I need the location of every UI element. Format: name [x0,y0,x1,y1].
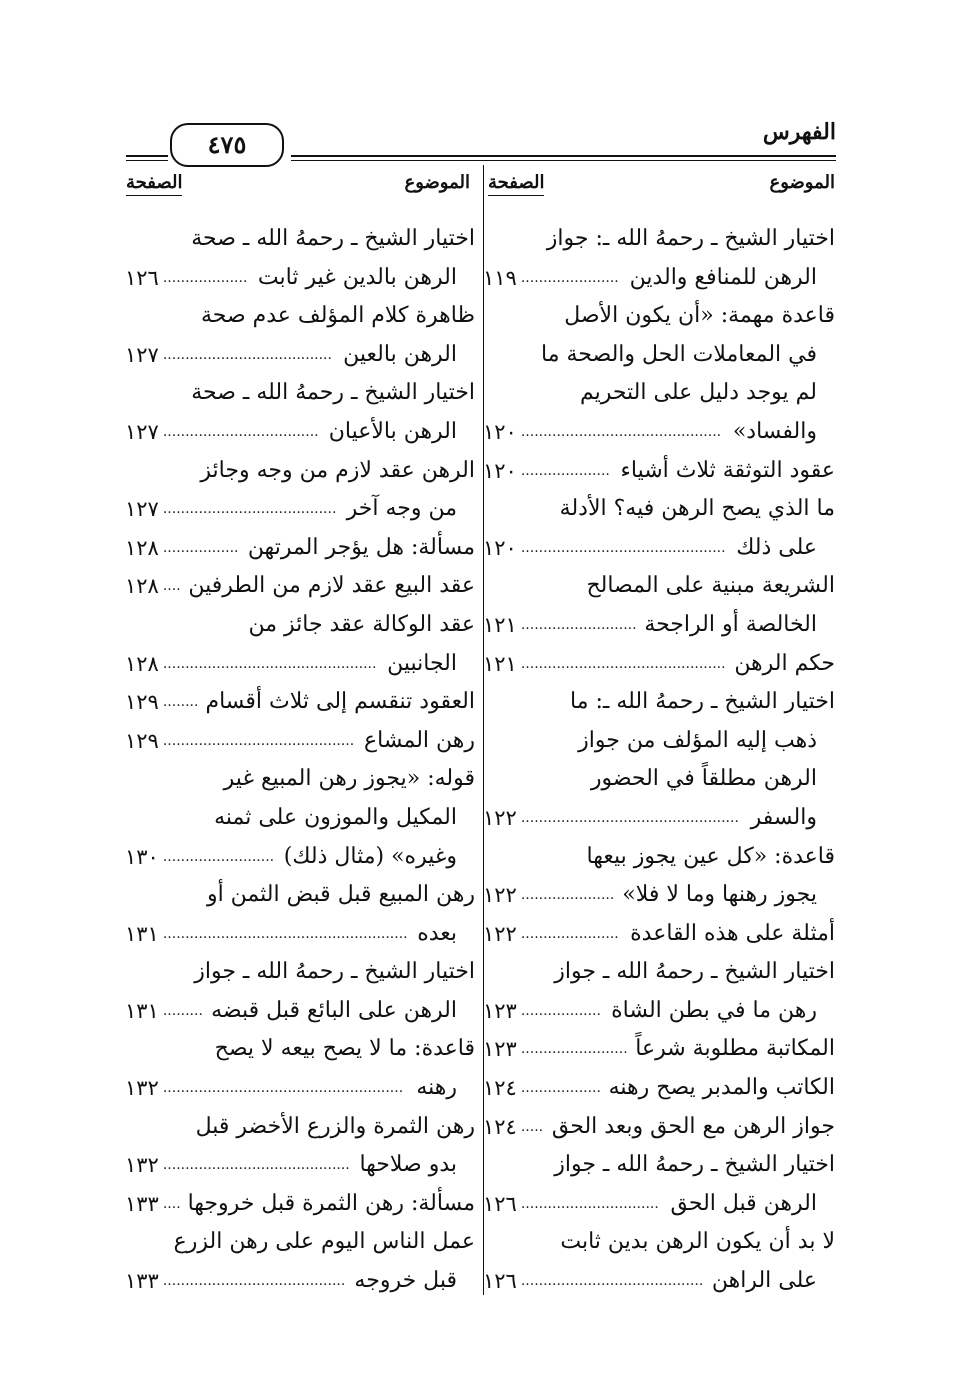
index-entry [125,413,475,452]
index-entry [483,722,835,761]
dot-leader: ......................................... [162,1273,346,1290]
index-entry [483,1030,835,1069]
entry-page-number: ١٢١ [483,651,517,676]
index-entry [125,374,475,413]
entry-page-number: ١٣٣ [125,1269,159,1294]
entry-page-number: ١٢٤ [483,1114,517,1139]
entry-page-number: ١٣١ [125,998,159,1023]
index-entry [483,876,835,915]
index-entry [483,992,835,1031]
index-entry [125,683,475,722]
entry-page-number: ١٢٢ [483,805,517,830]
entry-topic: مسألة: هل يؤجر المرتهن [247,534,475,560]
right-index-column [483,220,835,1301]
entry-topic: قاعدة مهمة: «أن يكون الأصل [564,303,835,329]
entry-topic: اختيار الشيخ ـ رحمهُ الله ـ صحة [191,226,475,251]
entry-topic: من وجه آخر [346,496,457,522]
header-rule-thin [291,160,836,161]
index-entry [125,1108,475,1147]
header-rule-left-thin [126,160,168,161]
index-title: الفهرس [762,119,836,145]
entry-topic: اختيار الشيخ ـ رحمهُ الله ـ: ما [570,689,835,715]
entry-topic: اختيار الشيخ ـ رحمهُ الله ـ: جواز [546,226,835,251]
entry-topic: الجانبين [387,650,457,676]
dot-leader: ................... [162,269,248,286]
entry-page-number: ١٢٣ [483,1037,517,1062]
index-entry [483,915,835,954]
entry-topic: المكيل والموزون على ثمنه [214,804,457,830]
entry-page-number: ١٣٢ [125,1153,159,1178]
dot-leader: ................................... [162,423,319,440]
dot-leader: .... [162,1195,181,1212]
entry-topic: العقود تنقسم إلى ثلاث أقسام [205,689,475,715]
index-entry [125,838,475,877]
dot-leader: ................................................ [162,655,377,672]
index-entry [125,1146,475,1185]
index-entry [125,799,475,838]
entry-page-number: ١٣٢ [125,1076,159,1101]
entry-page-number: ١٣٣ [125,1191,159,1216]
entry-topic: ذهب إليه المؤلف من جواز [578,727,817,753]
entry-topic: في المعاملات الحل والصحة ما [541,341,817,367]
index-entry [483,220,835,259]
index-entry [125,529,475,568]
entry-page-number: ١٢٢ [483,883,517,908]
entry-topic: الخالصة أو الراجحة [644,611,817,637]
index-entry [483,374,835,413]
entry-page-number: ١٢٠ [483,535,517,560]
entry-topic: يجوز رهنها وما لا فلا» [622,882,817,908]
dot-leader: ........ [162,694,199,711]
entry-topic: الرهن مطلقاً في الحضور [590,766,817,792]
entry-page-number: ١٣١ [125,921,159,946]
index-entry [125,953,475,992]
index-entry [125,220,475,259]
right-page-header: الصفحة [488,172,544,196]
index-entry [483,490,835,529]
entry-topic: جواز الرهن مع الحق وبعد الحق [551,1113,835,1139]
dot-leader: ........................................... [162,732,355,749]
index-entry [483,1223,835,1262]
entry-page-number: ١٢٤ [483,1076,517,1101]
entry-page-number: ١٢٠ [483,419,517,444]
left-index-column [125,220,475,1301]
dot-leader: ..... [520,1118,544,1135]
entry-page-number: ١٢٩ [125,690,159,715]
entry-topic: عقد الوكالة عقد جائز من [248,611,475,637]
entry-topic: رهنه [416,1075,457,1101]
index-entry [483,413,835,452]
index-entry [483,529,835,568]
index-entry [125,606,475,645]
entry-topic: الرهن على البائع قبل قبضه [211,997,457,1023]
entry-topic: بدو صلاحها [359,1152,457,1178]
index-entry [483,1146,835,1185]
entry-page-number: ١٢٦ [483,1269,517,1294]
entry-topic: الرهن عقد لازم من وجه وجائز [200,457,475,483]
dot-leader: .............................................. [520,655,726,672]
dot-leader: .................. [520,1080,601,1097]
dot-leader: .......................... [520,616,637,633]
left-topic-header: الموضوع [404,172,470,193]
index-entry [483,452,835,491]
entry-topic: قبل خروجه [354,1268,457,1294]
index-entry [483,838,835,877]
entry-page-number: ١٢٨ [125,651,159,676]
index-entry [125,1185,475,1224]
index-entry [125,297,475,336]
dot-leader: .......................................... [162,1157,350,1174]
index-entry [483,1185,835,1224]
page-header [126,115,836,165]
index-entry [483,606,835,645]
dot-leader: ................................................. [520,809,739,826]
index-entry [125,1069,475,1108]
dot-leader: .... [162,578,181,595]
entry-page-number: ١٢٠ [483,458,517,483]
index-entry [125,760,475,799]
dot-leader: ......... [162,1002,203,1019]
entry-page-number: ١٢٨ [125,535,159,560]
index-entry [483,799,835,838]
entry-page-number: ١٢٦ [125,265,159,290]
index-entry [125,1262,475,1301]
entry-topic: قاعدة: ما لا يصح بيعه لا يصح [214,1036,475,1062]
entry-topic: الرهن بالعين [343,341,457,367]
entry-topic: قوله: «يجوز رهن المبيع غير [223,766,475,792]
index-entry [483,567,835,606]
entry-topic: عقود التوثقة ثلاث أشياء [620,457,835,483]
entry-topic: الرهن للمنافع والدين [629,264,817,290]
index-entry [483,336,835,375]
entry-topic: رهن ما في بطن الشاة [611,997,817,1023]
entry-topic: لا بد أن يكون الرهن بدين ثابت [560,1229,835,1255]
dot-leader: ......................................... [520,1273,704,1290]
entry-topic: الكاتب والمدبر يصح رهنه [608,1075,835,1101]
index-entry [125,722,475,761]
dot-leader: ...................... [520,269,619,286]
entry-topic: اختيار الشيخ ـ رحمهُ الله ـ جواز [194,959,475,985]
left-page-header: الصفحة [126,172,182,196]
entry-topic: المكاتبة مطلوبة شرعاً [635,1036,835,1062]
dot-leader: ......................... [162,848,275,865]
entry-topic: عقد البيع عقد لازم من الطرفين [188,573,475,599]
entry-page-number: ١١٩ [483,265,517,290]
entry-topic: والسفر [750,804,817,830]
entry-page-number: ١٢٢ [483,921,517,946]
entry-topic: الشريعة مبنية على المصالح [586,573,835,599]
dot-leader: ............................................. [520,423,722,440]
entry-topic: على ذلك [736,534,817,560]
entry-topic: اختيار الشيخ ـ رحمهُ الله ـ جواز [554,1152,835,1178]
index-entry [125,490,475,529]
index-entry [483,645,835,684]
entry-topic: وغيره» (مثال ذلك) [283,843,457,869]
index-entry [483,683,835,722]
index-entry [483,1262,835,1301]
entry-topic: قاعدة: «كل عين يجوز بيعها [586,843,835,869]
index-entry [483,1108,835,1147]
dot-leader: ....................................... [162,501,337,518]
entry-page-number: ١٢٧ [125,342,159,367]
dot-leader: ....................................................... [162,925,408,942]
dot-leader: .................... [520,462,610,479]
index-entry [125,452,475,491]
page-number-badge: ٤٧٥ [170,123,284,167]
entry-page-number: ١٢٦ [483,1191,517,1216]
entry-topic: الرهن قبل الحق [670,1190,817,1216]
index-entry [125,915,475,954]
entry-topic: رهن المبيع قبل قبض الثمن أو [206,882,475,908]
entry-topic: على الراهن [711,1268,817,1294]
entry-topic: اختيار الشيخ ـ رحمهُ الله ـ جواز [554,959,835,985]
entry-topic: الرهن بالأعيان [328,418,457,444]
dot-leader: ............................... [520,1195,659,1212]
entry-page-number: ١٣٠ [125,844,159,869]
index-entry [125,1223,475,1262]
index-entry [483,297,835,336]
index-entry [125,1030,475,1069]
entry-page-number: ١٢١ [483,612,517,637]
entry-topic: ظاهرة كلام المؤلف عدم صحة [200,303,475,329]
index-entry [125,567,475,606]
index-entry [125,336,475,375]
entry-topic: عمل الناس اليوم على رهن الزرع [173,1229,475,1255]
entry-topic: الرهن بالدين غير ثابت [257,264,457,290]
dot-leader: ..................... [520,887,615,904]
entry-topic: ما الذي يصح الرهن فيه؟ الأدلة [559,496,835,522]
right-topic-header: الموضوع [769,172,835,193]
entry-topic: والفساد» [732,418,817,444]
index-entry [483,1069,835,1108]
dot-leader: .............................................. [520,539,726,556]
dot-leader: ...................................................... [162,1080,404,1097]
entry-topic: مسألة: رهن الثمرة قبل خروجها [187,1190,475,1216]
index-entry [483,259,835,298]
index-entry [483,953,835,992]
entry-page-number: ١٢٩ [125,728,159,753]
header-rule-left [126,155,168,157]
index-entry [125,645,475,684]
header-rule [291,155,836,157]
entry-page-number: ١٢٧ [125,497,159,522]
entry-topic: رهن المشاع [364,727,475,753]
dot-leader: ...................................... [162,346,332,363]
entry-topic: اختيار الشيخ ـ رحمهُ الله ـ صحة [191,380,475,406]
index-entry [125,992,475,1031]
dot-leader: ................. [162,539,239,556]
dot-leader: ........................ [520,1041,628,1058]
index-entry [483,760,835,799]
entry-page-number: ١٢٣ [483,998,517,1023]
entry-topic: بعده [417,920,457,946]
index-entry [125,876,475,915]
entry-topic: حكم الرهن [734,650,835,676]
entry-page-number: ١٢٨ [125,574,159,599]
dot-leader: ...................... [520,925,619,942]
entry-topic: رهن الثمرة والزرع الأخضر قبل [195,1113,475,1139]
entry-page-number: ١٢٧ [125,419,159,444]
entry-topic: لم يوجد دليل على التحريم [579,380,817,406]
entry-topic: أمثلة على هذه القاعدة [630,920,835,946]
index-entry [125,259,475,298]
dot-leader: .................. [520,1002,601,1019]
